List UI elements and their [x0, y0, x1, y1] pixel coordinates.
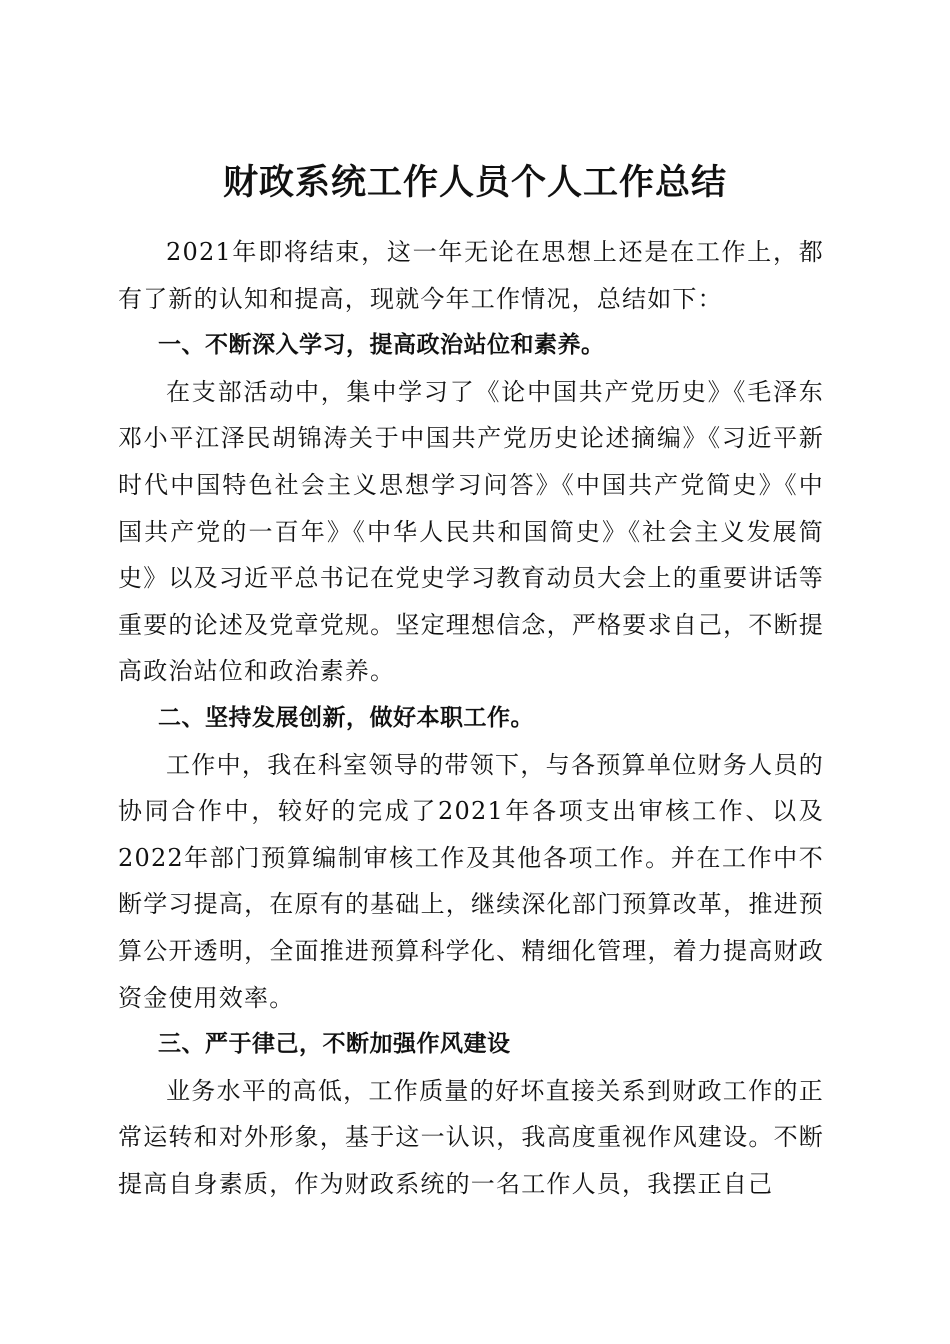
document-title: 财政系统工作人员个人工作总结: [222, 162, 727, 204]
section-2-heading: 二、坚持发展创新，做好本职工作。: [158, 704, 534, 731]
document-body: [118, 229, 824, 1207]
section-1-paragraph: 在支部活动中，集中学习了《论中国共产党历史》《毛泽东邓小平江泽民胡锦涛关于中国共产党历史论述摘编》《习近平新时代中国特色社会主义思想学习问答》《中国共产党简史》《中国共产党的一百年》《中华人民共和国简史》《社会主义发展简史》以及习近平总书记在党史学习教育动员大会上的重要讲话等重要的论述及党章党规。坚定理想信念，严格要求自己，不断提高政治站位和政治素养。: [118, 377, 824, 686]
section-3-heading: 三、严于律己，不断加强作风建设: [158, 1031, 511, 1058]
intro-paragraph: 2021年即将结束，这一年无论在思想上还是在工作上，都有了新的认知和提高，现就今年工作情况，总结如下：: [118, 238, 824, 313]
section-1-heading: 一、不断深入学习，提高政治站位和素养。: [158, 332, 605, 359]
section-3-paragraph: 业务水平的高低，工作质量的好坏直接关系到财政工作的正常运转和对外形象，基于这一认识，我高度重视作风建设。不断提高自身素质，作为财政系统的一名工作人员，我摆正自己: [118, 1076, 824, 1198]
section-2-paragraph: 工作中，我在科室领导的带领下，与各预算单位财务人员的协同合作中，较好的完成了2021年各项支出审核工作、以及2022年部门预算编制审核工作及其他各项工作。并在工作中不断学习提高，在原有的基础上，继续深化部门预算改革，推进预算公开透明，全面推进预算科学化、精细化管理，着力提高财政资金使用效率。: [118, 750, 824, 1012]
